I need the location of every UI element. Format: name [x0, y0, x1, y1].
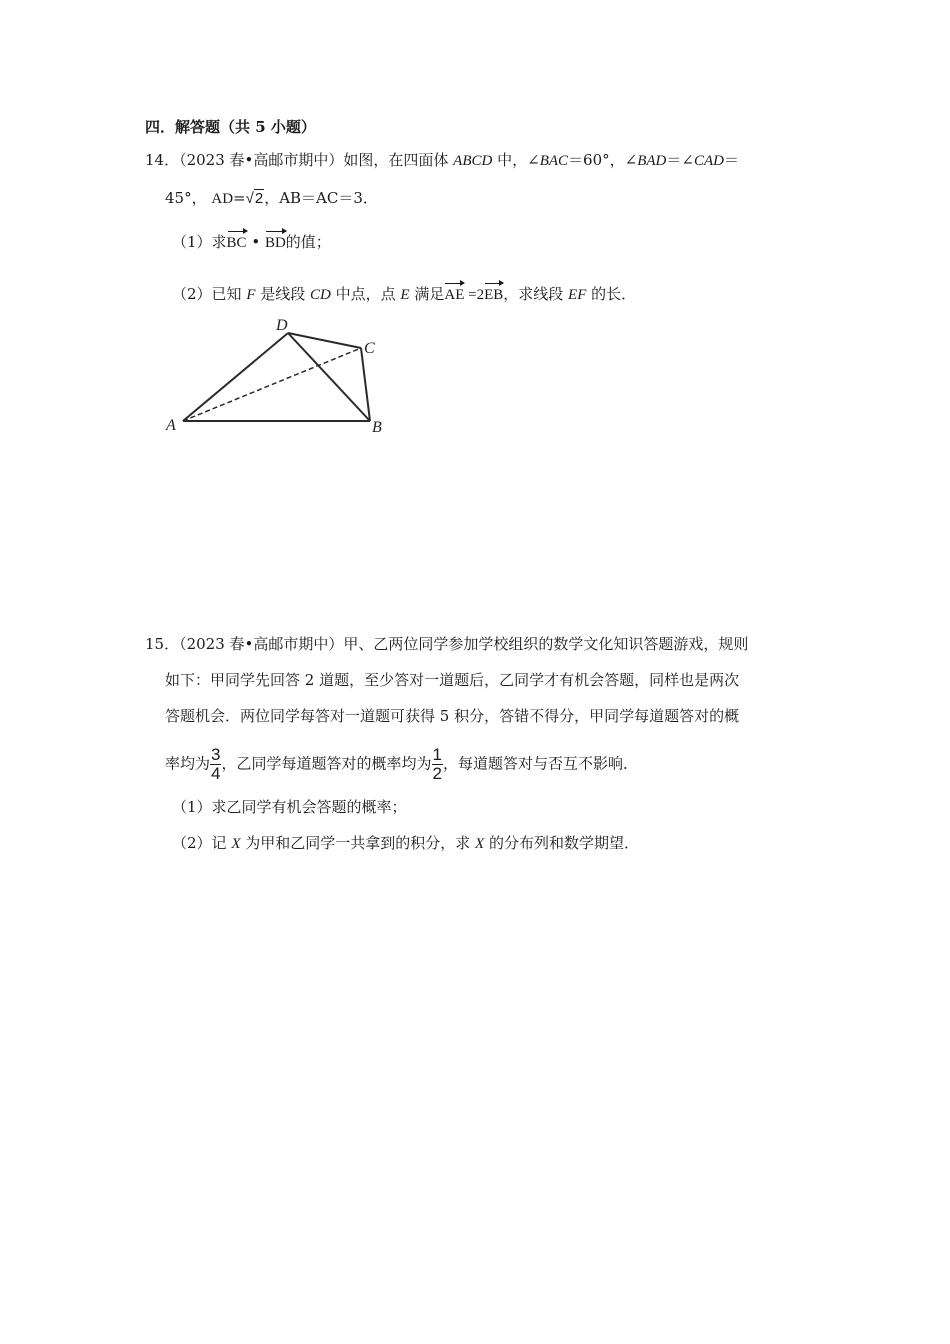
vector-ae: AE [444, 283, 464, 305]
problem-source: （2023 春•高邮市期中） [179, 635, 344, 653]
label-a: A [166, 417, 176, 434]
label-d: D [276, 317, 288, 334]
tetrahedron-figure [160, 310, 400, 440]
problem-15-line-3: 答题机会．两位同学每答对一道题可获得 5 积分，答错不得分，甲同学每道题答对的概 [165, 707, 740, 725]
problem-15-line-2: 如下：甲同学先回答 2 道题，至少答对一道题后，乙同学才有机会答题，同样也是两次 [165, 671, 740, 689]
edge-db [288, 333, 370, 421]
edge-ac-hidden [183, 348, 361, 421]
sqrt-icon: √ [245, 190, 254, 207]
edge-ad [183, 333, 288, 421]
problem-15-question-2: （2）记 X 为甲和乙同学一共拿到的积分，求 X 的分布列和数学期望． [172, 834, 639, 852]
ad-label: AD [211, 191, 234, 207]
problem-number: 15． [145, 635, 180, 653]
fraction-three-quarters: $\frac{3}{4}$ [211, 745, 221, 783]
problem-14-question-2: （2）已知 F 是线段 CD 中点，点 E 满足AE =2EB，求线段 EF 的长． [172, 285, 637, 303]
problem-source: （2023 春•高邮市期中） [179, 151, 344, 169]
vector-bc: BC [227, 231, 247, 253]
label-c: C [364, 340, 375, 357]
problem-14-line-2: 45°， AD=√2，AB＝AC＝3． [165, 189, 378, 207]
tetrahedron-name: ABCD [453, 153, 493, 169]
edge-cb [361, 348, 370, 421]
label-b: B [372, 419, 382, 436]
problem-number: 14． [145, 151, 180, 169]
sqrt-expression: √2 [245, 190, 264, 207]
section-title: 四．解答题（共 5 小题） [145, 118, 316, 136]
problem-14-line-1: 14．（2023 春•高邮市期中）如图，在四面体 ABCD 中，∠BAC＝60°，∠BAD＝∠CAD＝ [145, 151, 739, 169]
problem-14-question-1: （1）求BC • BD的值； [172, 233, 331, 251]
problem-15-question-1: （1）求乙同学有机会答题的概率； [172, 798, 407, 816]
vector-eb: EB [484, 283, 503, 305]
vector-bd: BD [265, 231, 286, 253]
fraction-one-half: $\frac{1}{2}$ [432, 745, 442, 783]
problem-15-line-4: 率均为 $\frac{3}{4}$ ，乙同学每道题答对的概率均为 $\frac{1}{2}$ ，每道题答对与否互不影响． [165, 745, 638, 783]
problem-15-line-1: 15．（2023 春•高邮市期中）甲、乙两位同学参加学校组织的数学文化知识答题游戏，规则 [145, 635, 749, 653]
